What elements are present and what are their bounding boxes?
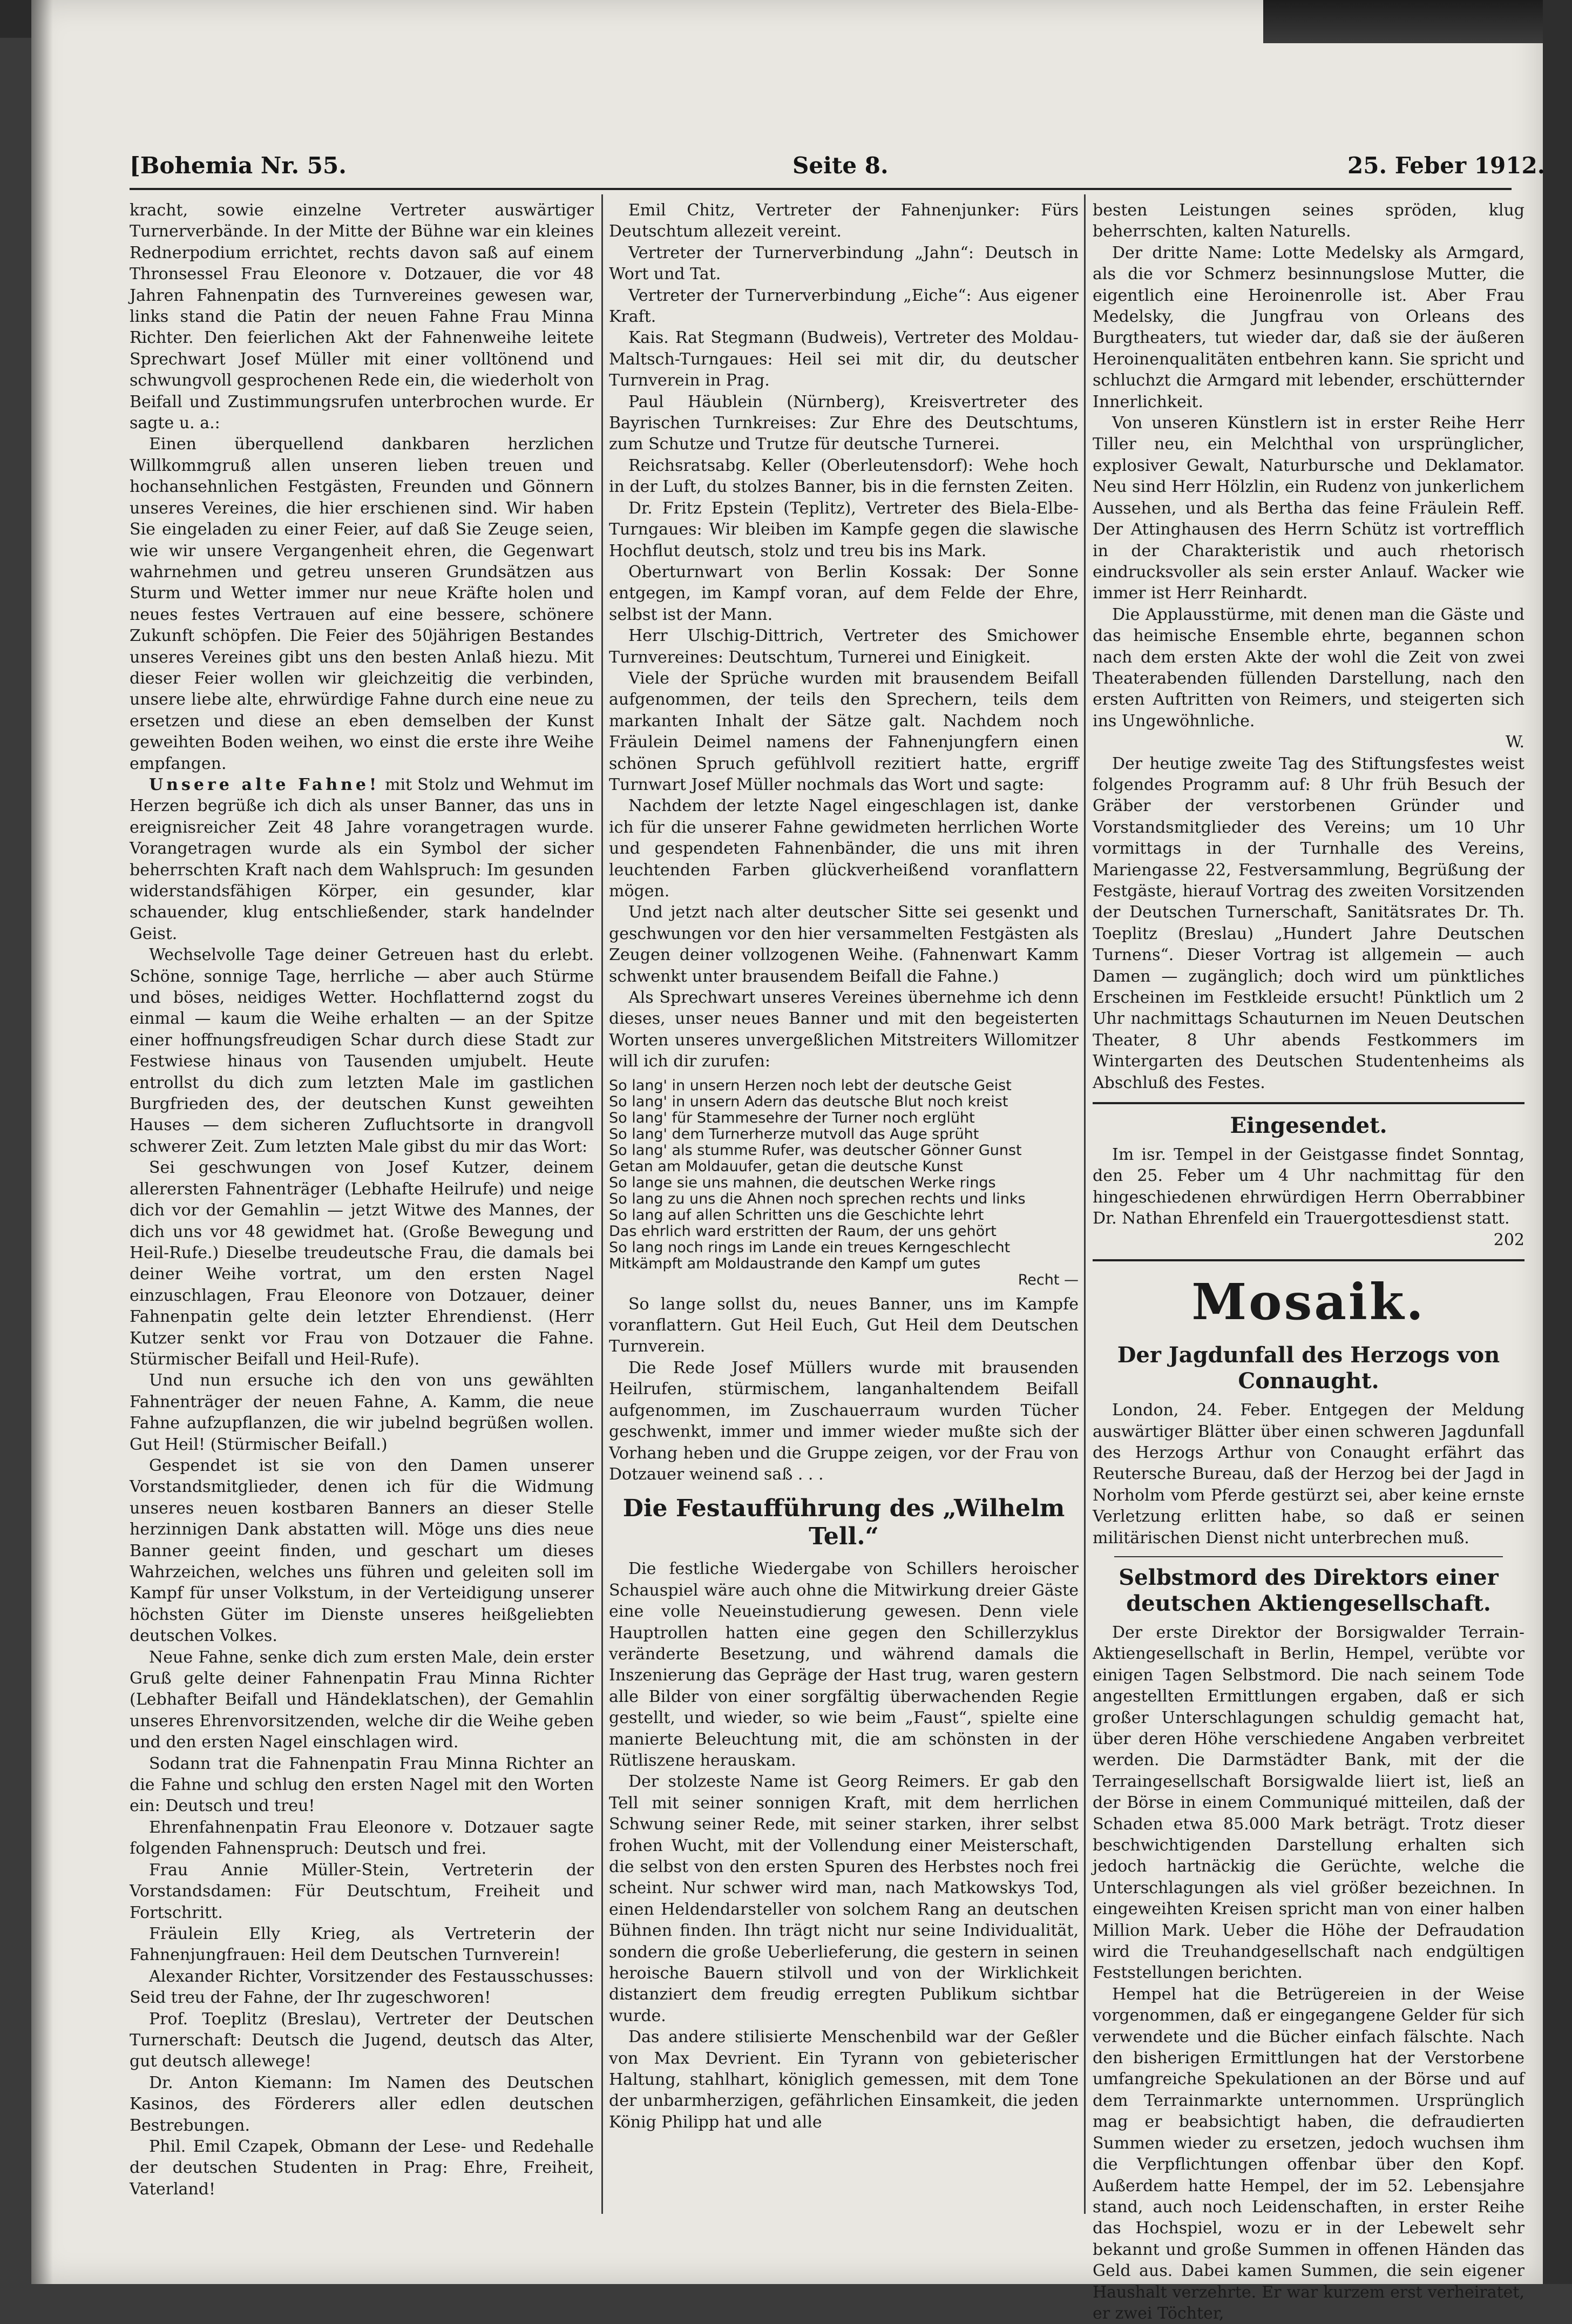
paragraph: besten Leistungen seines spröden, klug beherrschten, kalten Naturells. — [1093, 201, 1524, 241]
page-binding-shadow — [31, 0, 53, 2284]
article-heading-selbstmord: Selbstmord des Direktors einer deutschen Aktiengesellschaft. — [1119, 1564, 1499, 1616]
poem-line: So lang noch rings im Lande ein treues Kerngeschlecht — [609, 1239, 1011, 1256]
paragraph: Herr Ulschig-Dittrich, Vertreter des Smichower Turnvereines: Deutschtum, Turnerei und Einigkeit. — [609, 626, 1079, 667]
scan-border-right — [1543, 0, 1572, 2284]
paragraph: Vertreter der Turnerverbindung „Eiche“: Aus eigener Kraft. — [609, 286, 1079, 327]
poem-line: So lang' dem Turnerherze mutvoll das Auge sprüht — [609, 1125, 979, 1143]
paragraph: Alexander Richter, Vorsitzender des Festausschusses: Seid treu der Fahne, der Ihr zugeschworen! — [130, 1967, 594, 2008]
paragraph: Ehrenfahnenpatin Frau Eleonore v. Dotzauer sagte folgenden Fahnenspruch: Deutsch und frei. — [130, 1818, 594, 1859]
poem-line: Getan am Moldauufer, getan die deutsche Kunst — [609, 1158, 963, 1175]
paragraph: Der heutige zweite Tag des Stiftungsfestes weist folgendes Programm auf: 8 Uhr früh Besuch der Gräber der verstorbenen Gründer und Vorstandsmitglieder des Vereins; um 10 Uhr vormittags in der Turnhalle des Vereins, Mariengasse 22, Festversammlung, Begrüßung der Festgäste, hierauf Vortrag des zweiten Vorsitzenden der Deutschen Turnerschaft, Sanitätsrates Dr. Th. Toeplitz (Breslau) „Hundert Jahre Deutschen Turnens“. Dieser Vortrag ist allgemein — auch Damen — zugänglich; doch wird um pünktliches Erscheinen im Festkleide ersucht! Pünktlich um 2 Uhr nachmittags Schauturnen im Neuen Deutschen Theater, 8 Uhr abends Festkommers im Wintergarten des Deutschen Studentenheims als Abschluß des Festes. — [1093, 754, 1524, 1092]
poem-line: So lang zu uns die Ahnen noch sprechen rechts und links — [609, 1190, 1026, 1207]
paragraph: Dr. Fritz Epstein (Teplitz), Vertreter des Biela-Elbe-Turngaues: Wir bleiben im Kampfe gegen die slawische Hochflut deutsch, stolz und treu bis ins Mark. — [609, 498, 1079, 560]
article-heading-jagdunfall: Der Jagdunfall des Herzogs von Connaught. — [1117, 1342, 1500, 1394]
paragraph: Der stolzeste Name ist Georg Reimers. Er gab den Tell mit seiner sonnigen Kraft, mit dem herrlichen Schwung seiner Rede, mit seiner starken, ihrer selbst frohen Wucht, mit der Vollendung einer Meisterschaft, die selbst von den ersten Spuren des Herbstes noch frei scheint. Nur schwer wird man, nach Matkowskys Tod, einen Heldendarsteller von solchem Rang an deutschen Bühnen finden. Ihn trägt nicht nur seine Individualität, sondern die große Ueberlieferung, die gestern in seinen heroische Bauern stilvoll und von der Wirklichkeit distanziert dem freudig erregten Publikum sichtbar wurde. — [609, 1772, 1079, 2025]
paragraph: Der dritte Name: Lotte Medelsky als Armgard, als die vor Schmerz besinnungslose Mutter, die eigentlich eine Heroinenrolle ist. Aber Frau Medelsky, die Jungfrau von Orleans des Burgtheaters, tut wieder dar, daß sie der äußeren Heroinenqualitäten entbehren kann. Sie spricht und schluchzt die Armgard mit lebender, erschütternder Innerlichkeit. — [1093, 243, 1524, 411]
paragraph: So lange sollst du, neues Banner, uns im Kampfe voranflattern. Gut Heil Euch, Gut Heil dem Deutschen Turnverein. — [609, 1294, 1079, 1356]
paragraph: Die Rede Josef Müllers wurde mit brausenden Heilrufen, stürmischem, langanhaltendem Beifall aufgenommen, im Zuschauerraum wurden Tücher geschwenkt, immer und immer wieder mußte sich der Vorhang heben und die Gruppe zeigen, vor der Frau von Dotzauer weinend saß . . . — [609, 1358, 1079, 1484]
column-divider-1 — [601, 194, 603, 2214]
paragraph: Als Sprechwart unseres Vereines übernehme ich denn dieses, unser neues Banner und mit den begeisterten Worten unseres unvergeßlichen Mitstreiters Willomitzer will ich dir zurufen: — [609, 988, 1079, 1071]
column-3 — [1093, 200, 1524, 2323]
paragraph: Reichsratsabg. Keller (Oberleutensdorf): Wehe hoch in der Luft, du stolzes Banner, bis in die fernsten Zeiten. — [609, 456, 1079, 497]
paragraph: Die Applausstürme, mit denen man die Gäste und das heimische Ensemble ehrte, begannen schon nach dem ersten Akte der wohl die Zeit von zwei Theaterabenden füllenden Darstellung, nach den ersten Auftritten von Reimers, und steigerten sich ins Ungewöhnliche. — [1093, 605, 1524, 731]
section-rule — [1093, 1259, 1524, 1261]
author-signature: W. — [1505, 733, 1524, 752]
paragraph: Im isr. Tempel in der Geistgasse findet Sonntag, den 25. Feber um 4 Uhr nachmittag für den hingeschiedenen ehrwürdigen Herrn Oberrabbiner Dr. Nathan Ehrenfeld ein Trauergottesdienst statt. — [1093, 1145, 1524, 1228]
section-heading-eingesendet: Eingesendet. — [1230, 1113, 1387, 1139]
paragraph: London, 24. Feber. Entgegen der Meldung auswärtiger Blätter über einen schweren Jagdunfall des Herzogs Arthur von Conaught erfährt das Reutersche Bureau, daß der Herzog bei der Jagd in Norholm vom Pferde gestürzt sei, aber keine ernste Verletzung erlitten habe, so daß er seinen militärischen Dienst nicht unterbrechen muß. — [1093, 1401, 1524, 1548]
header-rule — [130, 188, 1512, 190]
section-heading-tell: Die Festaufführung des „Wilhelm Tell.“ — [622, 1495, 1065, 1551]
header-publication: [Bohemia Nr. 55. — [130, 152, 347, 179]
column-divider-2 — [1084, 194, 1086, 2214]
paragraph: Wechselvolle Tage deiner Getreuen hast du erlebt. Schöne, sonnige Tage, herrliche — aber auch Stürme und böses, neidiges Wetter. Hochflatternd zogst du einmal — kaum die Weihe erhalten — an der Spitze einer hoffnungsfreudigen Schar durch diese Stadt zur Festwiese hinaus von Tausenden umjubelt. Heute entrollst du dich zum letzten Male im gastlichen Burgfrieden des, der deutschen Kunst geweihten Hauses — dem sicheren Zufluchtsorte in drangvoll schwerer Zeit. Zum letzten Male gibst du mir das Wort: — [130, 945, 594, 1156]
paragraph: Emil Chitz, Vertreter der Fahnenjunker: Fürs Deutschtum allezeit vereint. — [609, 201, 1079, 241]
page-header — [130, 152, 1546, 190]
paragraph: Vertreter der Turnerverbindung „Jahn“: Deutsch in Wort und Tat. — [609, 243, 1079, 284]
paragraph: Viele der Sprüche wurden mit brausendem Beifall aufgenommen, der teils den Sprechern, teils dem markanten Inhalt der Sätze galt. Nachdem noch Fräulein Deimel namens der Fahnenjungfern einen schönen Spruch gefühlvoll rezitiert hatte, ergriff Turnwart Josef Müller nochmals das Wort und sagte: — [609, 668, 1079, 794]
poem-line: So lang auf allen Schritten uns die Geschichte lehrt — [609, 1206, 984, 1224]
paragraph: Sodann trat die Fahnenpatin Frau Minna Richter an die Fahne und schlug den ersten Nagel mit den Worten ein: Deutsch und treu! — [130, 1754, 594, 1816]
paragraph — [130, 774, 594, 944]
paragraph: Prof. Toeplitz (Breslau), Vertreter der Deutschen Turnerschaft: Deutsch die Jugend, deutsch das Alter, gut deutsch allewege! — [130, 2009, 594, 2071]
poem-line: Recht — — [1018, 1271, 1079, 1288]
paragraph: Paul Häublein (Nürnberg), Kreisvertreter des Bayrischen Turnkreises: Zur Ehre des Deutschtums, zum Schutze und Trutze für deutsche Turnerei. — [609, 392, 1079, 454]
scan-corner-shadow — [1263, 0, 1572, 43]
poem-line: So lange sie uns mahnen, die deutschen Werke rings — [609, 1174, 996, 1191]
paragraph: Kais. Rat Stegmann (Budweis), Vertreter des Moldau-Maltsch-Turngaues: Heil sei mit dir, du deutscher Turnverein in Prag. — [609, 328, 1079, 390]
poem-line: So lang' als stumme Rufer, was deutscher Gönner Gunst — [609, 1141, 1022, 1159]
paragraph: Dr. Anton Kiemann: Im Namen des Deutschen Kasinos, des Förderers aller edlen deutschen Bestrebungen. — [130, 2073, 594, 2135]
paragraph: Der erste Direktor der Borsigwalder Terrain-Aktiengesellschaft in Berlin, Hempel, verübte vor einigen Tagen Selbstmord. Die nach seinem Tode angestellten Ermittlungen ergaben, daß er sich großer Unterschlagungen schuldig gemacht hat, über deren Höhe verschiedene Angaben verbreitet werden. Die Darmstädter Bank, mit der die Terraingesellschaft Borsigwalde liiert ist, ließ an der Börse in einem Communiqué mitteilen, daß der Schaden etwa 85.000 Mark beträgt. Trotz dieser beschwichtigenden Darstellung erhalten sich jedoch hartnäckig die Gerüchte, welche die Unterschlagungen als viel größer bezeichnen. In eingeweihten Kreisen spricht man von einer halben Million Mark. Ueber die Höhe der Defraudation wird die Treuhandgesellschaft nach endgültigen Feststellungen berichten. — [1093, 1623, 1524, 1983]
paragraph: Einen überquellend dankbaren herzlichen Willkommgruß allen unseren lieben treuen und hochansehnlichen Festgästen, Freunden und Gönnern unseres Vereines, die hier erschienen sind. Wir haben Sie eingeladen zu einer Feier, auf daß Sie Zeuge seien, wie wir unsere Vergangenheit ehren, die Gegenwart wahrnehmen und getreu unseren Grundsätzen aus Sturm und Wetter immer nur neue Kräfte holen und neues festes Vertrauen auf eine bessere, schönere Zukunft schöpfen. Die Feier des 50jährigen Bestandes unseres Vereines gibt uns den besten Anlaß hiezu. Mit dieser Feier wollen wir gleichzeitig die verbinden, unsere liebe alte, ehrwürdige Fahne durch eine neue zu ersetzen und diese an eben demselben der Kunst geweihten Boden weihen, wo einst die erste ihre Weihe empfangen. — [130, 435, 594, 773]
article-rule — [1114, 1556, 1503, 1557]
paragraph: Die festliche Wiedergabe von Schillers heroischer Schauspiel wäre auch ohne die Mitwirkung dreier Gäste eine volle Neueinstudierung gewesen. Denn viele Hauptrollen hatten eine gegen den Schillerzyklus veränderte Besetzung, und während damals die Inszenierung das Gepräge der Hast trug, waren gestern alle Bilder von einer sorgfältig überwachenden Regie gestellt, und wieder, so wie beim „Faust“, spielte eine manierte Beleuchtung mit, die am schönsten in der Rütliszene herauskam. — [609, 1559, 1079, 1770]
poem-line: Mitkämpft am Moldaustrande den Kampf um gutes — [609, 1255, 981, 1272]
notice-number: 202 — [1493, 1230, 1524, 1249]
emphasis: Unsere alte Fahne! — [149, 775, 380, 794]
paragraph: Nachdem der letzte Nagel eingeschlagen ist, danke ich für die unserer Fahne gewidmeten herrlichen Worte und gespendeten Fahnenbänder, die uns mit ihren leuchtenden Farben glückverheißend voranflattern mögen. — [609, 796, 1079, 901]
paragraph: Sei geschwungen von Josef Kutzer, deinem allerersten Fahnenträger (Lebhafte Heilrufe) und neige dich vor der Gemahlin — jetzt Witwe des Mannes, der dich uns vor 48 gewidmet hat. (Große Bewegung und Heil-Rufe.) Dieselbe treudeutsche Frau, die damals bei deiner Weihe vortrat, um den ersten Nagel einzuschlagen, Frau Eleonore von Dotzauer, deiner Fahnenpatin gelte dein letzter Ehrendienst. (Herr Kutzer senkt vor Frau von Dotzauer die Fahne. Stürmischer Beifall und Heil-Rufe). — [130, 1158, 594, 1369]
poem-line: So lang' für Stammesehre der Turner noch erglüht — [609, 1109, 975, 1126]
poem-block — [609, 1078, 1079, 1288]
paragraph: Phil. Emil Czapek, Obmann der Lese- und Redehalle der deutschen Studenten in Prag: Ehre, Freiheit, Vaterland! — [130, 2137, 594, 2199]
section-heading-mosaik: Mosaik. — [1191, 1273, 1426, 1332]
header-page-number: Seite 8. — [792, 152, 889, 179]
paragraph: kracht, sowie einzelne Vertreter auswärtiger Turnerverbände. In der Mitte der Bühne war ein kleines Rednerpodium errichtet, rechts davon saß auf einem Thronsessel Frau Eleonore v. Dotzauer, die vor 48 Jahren Fahnenpatin des Turnvereines gewesen war, links stand die Patin der neuen Fahne Frau Minna Richter. Den feierlichen Akt der Fahnenweihe leitete Sprechwart Josef Müller mit einer volltönend und schwungvoll gesprochenen Rede ein, die wiederholt von Beifall und Zustimmungsrufen unterbrochen wurde. Er sagte u. a.: — [130, 201, 594, 433]
paragraph: Neue Fahne, senke dich zum ersten Male, dein erster Gruß gelte deiner Fahnenpatin Frau Minna Richter (Lebhafter Beifall und Händeklatschen), der Gemahlin unseres Ehrenvorsitzenden, welche dir die Weihe geben und den ersten Nagel einschlagen wird. — [130, 1647, 594, 1752]
column-2 — [609, 200, 1079, 2203]
column-1 — [130, 200, 594, 2203]
paragraph-text: mit Stolz und Wehmut im Herzen begrüße ich dich als unser Banner, das uns in ereignisreicher Zeit 48 Jahre vorangetragen wurde. Vorangetragen wurde als ein Symbol der sicher beherrschten Kraft nach dem Wahlspruch: Im gesunden widerstandsfähigen Körper, ein gesunder, klar schauender, klug entschließender, stark handelnder Geist. — [130, 775, 594, 943]
section-rule — [1093, 1102, 1524, 1104]
paragraph: Von unseren Künstlern ist in erster Reihe Herr Tiller neu, ein Melchthal von ursprünglicher, explosiver Gewalt, Naturbursche und Deklamator. Neu sind Herr Hölzlin, ein Rudenz von junkerlichem Aussehen, und als Bertha das feine Fräulein Reff. Der Attinghausen des Herrn Schütz ist vortrefflich in der Charakteristik und auch rhetorisch eindrucksvoller als sein erster Anlauf. Wacker wie immer ist Herr Reinhardt. — [1093, 414, 1524, 603]
paragraph: Gespendet ist sie von den Damen unserer Vorstandsmitglieder, denen ich für die Widmung unseres neuen kostbaren Banners an dieser Stelle herzinnigen Dank abstatten will. Möge uns dies neue Banner geeint finden, und geschart um dieses Wahrzeichen, welches uns führen und geleiten soll im Kampf für unser Volkstum, in der Verteidigung unserer höchsten Güter im Dienste unseres heißgeliebten deutschen Volkes. — [130, 1456, 594, 1646]
paragraph: Fräulein Elly Krieg, als Vertreterin der Fahnenjungfrauen: Heil dem Deutschen Turnverein! — [130, 1924, 594, 1965]
paragraph: Hempel hat die Betrügereien in der Weise vorgenommen, daß er eingegangene Gelder für sich verwendete und die Bücher einfach fälschte. Nach den bisherigen Ermittlungen hat der Verstorbene umfangreiche Spekulationen an der Börse und auf dem Terrainmarkte unternommen. Ursprünglich mag er beabsichtigt haben, die defraudierten Summen wieder zu ersetzen, jedoch wuchsen ihm die Verpflichtungen offenbar über den Kopf. Außerdem hatte Hempel, der im 52. Lebensjahre stand, auch noch Leidenschaften, in erster Reihe das Hochspiel, wozu er in der Lebewelt sehr bekannt und große Summen in offenen Händen das Geld aus. Dabei kamen Summen, die sein eigener Haushalt verzehrte. Er war kurzem erst verheiratet, er zwei Töchter, — [1093, 1984, 1524, 2323]
paragraph: Oberturnwart von Berlin Kossak: Der Sonne entgegen, im Kampf voran, auf dem Felde der Ehre, selbst ist der Mann. — [609, 562, 1079, 624]
paragraph: Und nun ersuche ich den von uns gewählten Fahnenträger der neuen Fahne, A. Kamm, die neue Fahne aufzupflanzen, die wir jubelnd begrüßen wollen. Gut Heil! (Stürmischer Beifall.) — [130, 1371, 594, 1454]
paragraph: Frau Annie Müller-Stein, Vertreterin der Vorstandsdamen: Für Deutschtum, Freiheit und Fortschritt. — [130, 1860, 594, 1922]
poem-line: So lang' in unsern Herzen noch lebt der deutsche Geist — [609, 1077, 1012, 1094]
header-date: 25. Feber 1912. — [1347, 152, 1546, 179]
paragraph: Und jetzt nach alter deutscher Sitte sei gesenkt und geschwungen vor den hier versammelten Festgästen als Zeugen deiner vollzogenen Weihe. (Fahnenwart Kamm schwenkt unter brausendem Beifall die Fahne.) — [609, 903, 1079, 986]
poem-line: Das ehrlich ward erstritten der Raum, der uns gehört — [609, 1222, 997, 1240]
paragraph: Das andere stilisierte Menschenbild war der Geßler von Max Devrient. Ein Tyrann von gebieterischer Haltung, stahlhart, königlich gemessen, mit dem Tone der unbarmherzigen, gefährlichen Einsamkeit, die jeden König Philipp hat und alle — [609, 2028, 1079, 2132]
poem-line: So lang' in unsern Adern das deutsche Blut noch kreist — [609, 1093, 1008, 1110]
